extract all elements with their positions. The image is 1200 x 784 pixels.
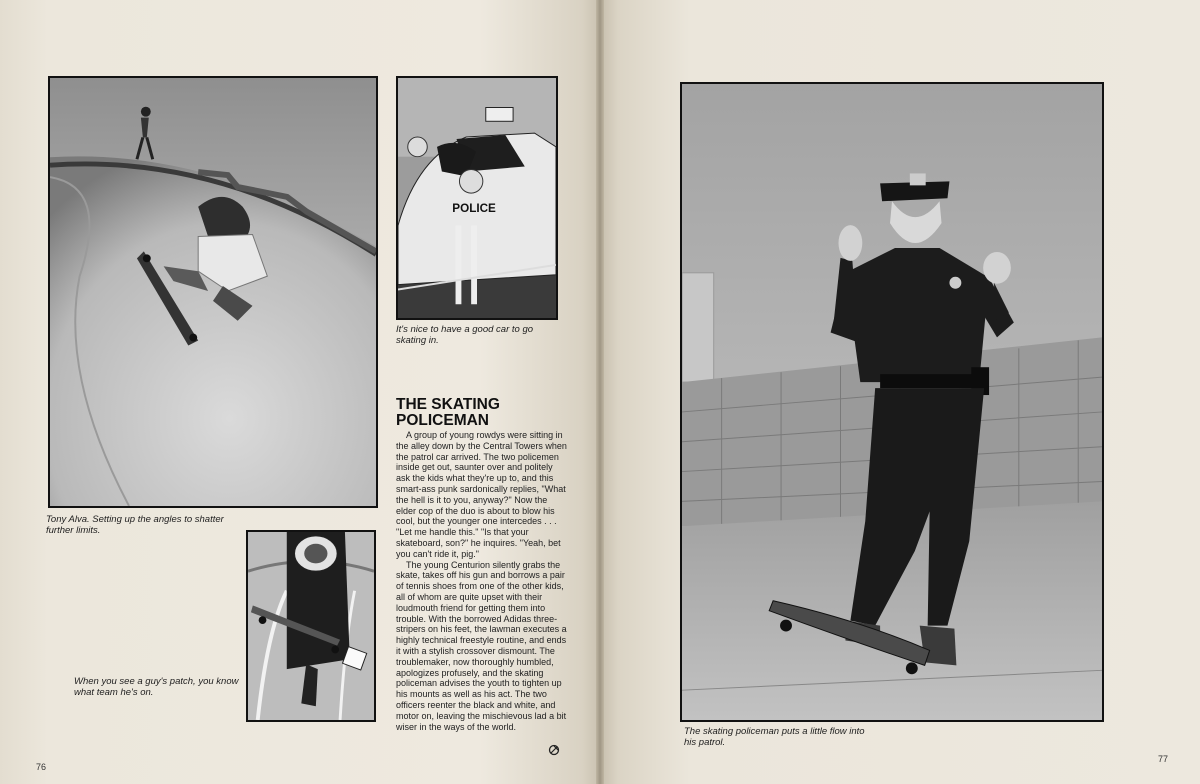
caption-patch: When you see a guy's patch, you know what team he's on.: [74, 676, 239, 698]
photo-skating-policeman: [680, 82, 1104, 722]
page-number-left: 76: [36, 762, 47, 772]
caption-tony-alva: Tony Alva. Setting up the angles to shatter further limits.: [46, 514, 224, 536]
page-number-right: 77: [1158, 754, 1169, 764]
article-body: [396, 430, 568, 732]
photo-police-car: [396, 76, 558, 320]
photo-tony-alva: [48, 76, 378, 508]
caption-police-car: It's nice to have a good car to go skating in.: [396, 324, 534, 346]
caption-skating-policeman: The skating policeman puts a little flow into his patrol.: [684, 726, 865, 748]
end-mark-icon: [548, 744, 560, 756]
article-paragraph: A group of young rowdys were sitting in the alley down by the Central Towers when the patrol car arrived. The two policemen inside get out, saunter over and politely ask the kids what they're up to, and this smart-ass punk sardonically replies, "What the hell is it to you, anyway?" Now the elder cop of the duo is about to blow his cool, but the younger one intercedes . . . "Let me handle this." "Is that your skateboard, son?" he inquires. "Yeah, bet you can't ride it, pig.": [396, 430, 567, 559]
photo-patch: [246, 530, 376, 722]
car-police-text: POLICE: [452, 201, 496, 215]
article-paragraph: The young Centurion silently grabs the skate, takes off his gun and borrows a pair of tennis shoes from one of the other kids, all of whom are quite upset with their loudmouth friend for getting them into trouble. With the borrowed Adidas three-stripers on his feet, the lawman executes a highly technical freestyle routine, and ends it with a stylish crossover dismount. The troublemaker, now thoroughly humbled, apologizes profusely, and the skating policeman advises the youth to tighten up his mounts as well as his act. The two officers reenter the black and white, and motor on, leaving the mischievous lad a bit wiser in the ways of the world.: [396, 559, 567, 732]
article-title: THE SKATING POLICEMAN: [396, 396, 500, 429]
book-gutter: [596, 0, 604, 784]
